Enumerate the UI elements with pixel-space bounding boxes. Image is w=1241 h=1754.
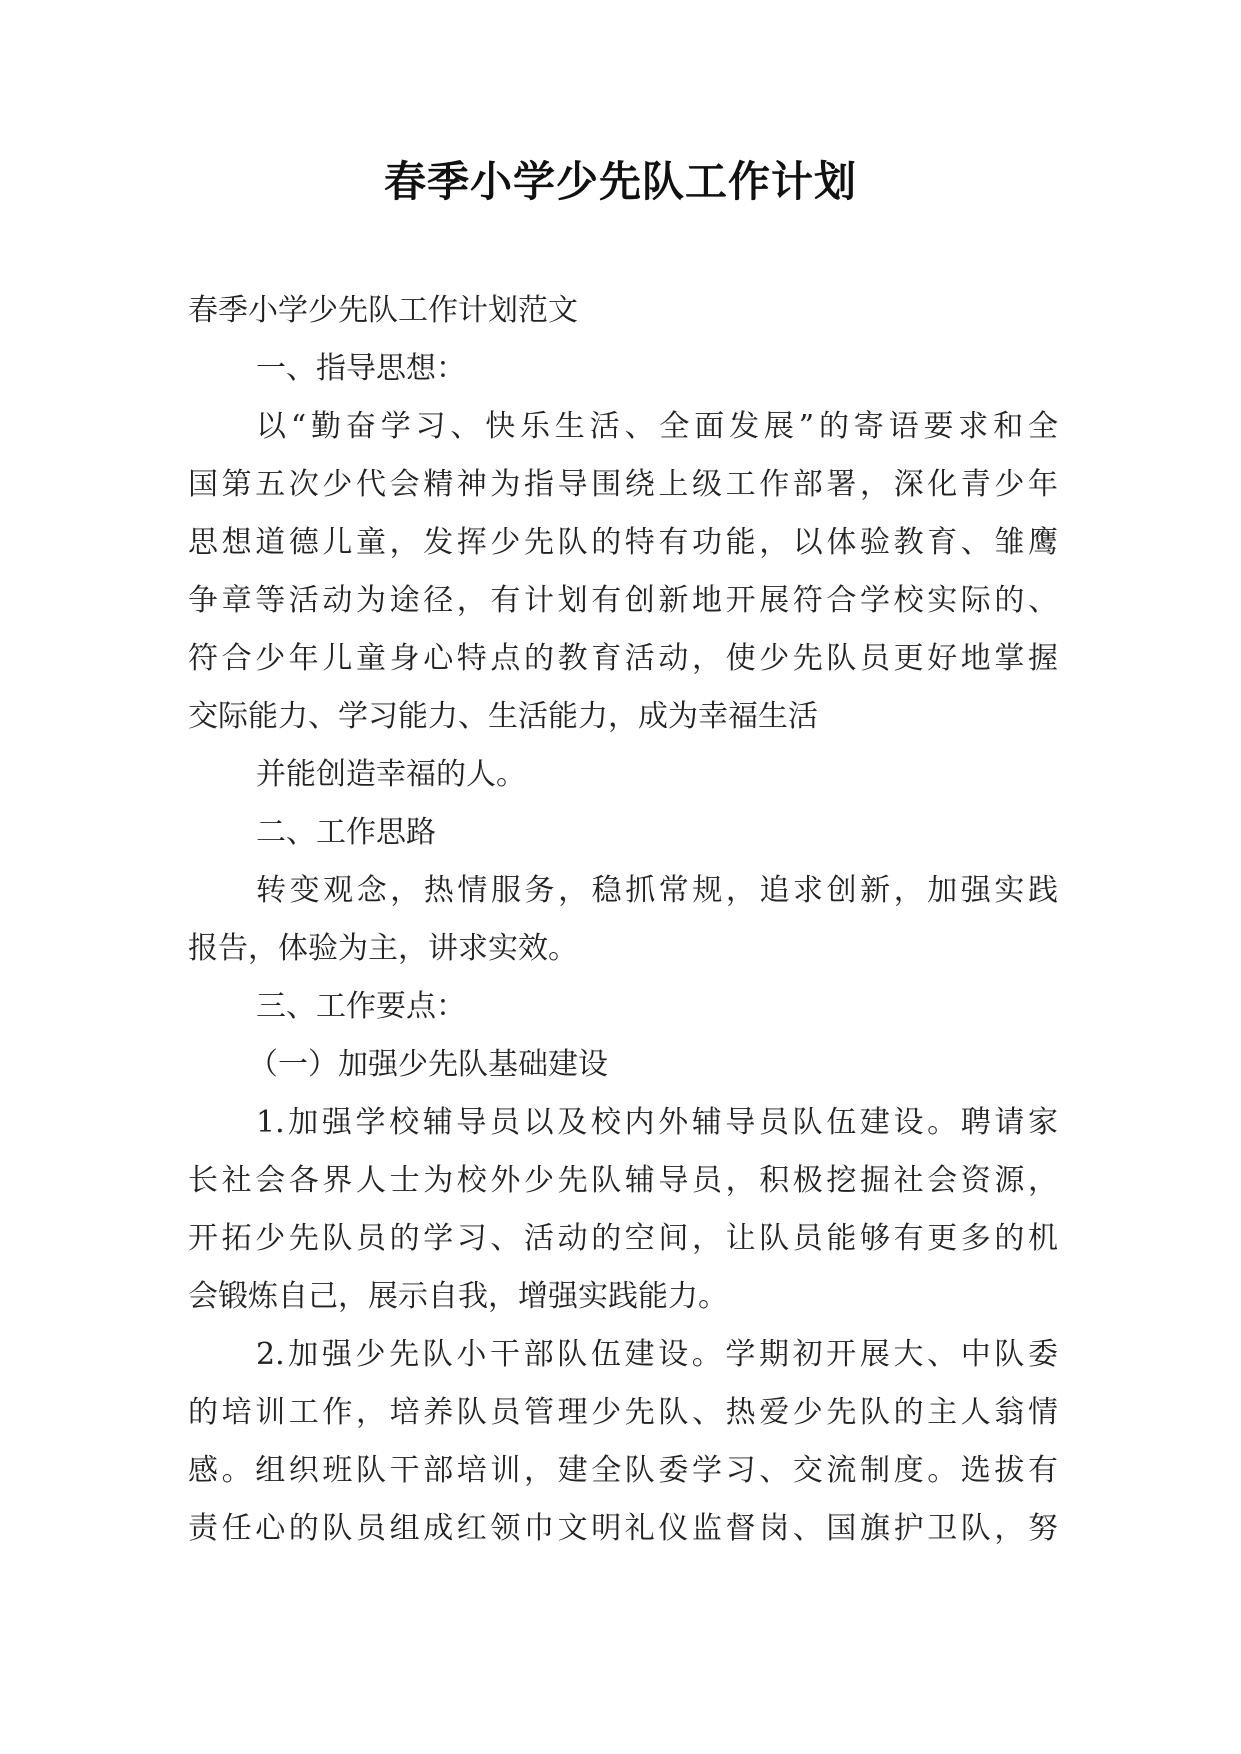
section-heading-work-points: 三、工作要点： (256, 989, 466, 1024)
paragraph-line: 争章等活动为途径，有计划有创新地开展符合学校实际的、 (188, 583, 1058, 618)
paragraph-line: 感。组织班队干部培训，建全队委学习、交流制度。选拔有 (188, 1453, 1058, 1488)
section-heading-guiding-ideology: 一、指导思想： (256, 351, 466, 386)
paragraph-line: 开拓少先队员的学习、活动的空间，让队员能够有更多的机 (188, 1221, 1058, 1256)
subtitle-line: 春季小学少先队工作计划范文 (188, 293, 578, 328)
paragraph-line: 符合少年儿童身心特点的教育活动，使少先队员更好地掌握 (188, 641, 1058, 676)
document-title: 春季小学少先队工作计划 (383, 157, 857, 206)
paragraph-line: 思想道德儿童，发挥少先队的特有功能，以体验教育、雏鹰 (188, 525, 1058, 560)
paragraph-line: 2.加强少先队小干部队伍建设。学期初开展大、中队委 (256, 1337, 1058, 1372)
paragraph-line: 国第五次少代会精神为指导围绕上级工作部署，深化青少年 (188, 467, 1058, 502)
paragraph-line: 以“勤奋学习、快乐生活、全面发展”的寄语要求和全 (256, 409, 1058, 444)
paragraph-line: 的培训工作，培养队员管理少先队、热爱少先队的主人翁情 (188, 1395, 1058, 1430)
document-body (188, 282, 1058, 1558)
section-heading-work-approach: 二、工作思路 (256, 815, 436, 850)
subsection-heading: （一）加强少先队基础建设 (248, 1047, 608, 1082)
paragraph-line: 会锻炼自己，展示自我，增强实践能力。 (188, 1279, 728, 1314)
paragraph-line: 责任心的队员组成红领巾文明礼仪监督岗、国旗护卫队，努 (188, 1511, 1058, 1546)
paragraph-line: 长社会各界人士为校外少先队辅导员，积极挖掘社会资源， (188, 1163, 1058, 1198)
paragraph-line: 交际能力、学习能力、生活能力，成为幸福生活 (188, 699, 818, 734)
paragraph-line: 并能创造幸福的人。 (256, 757, 526, 792)
paragraph-line: 1.加强学校辅导员以及校内外辅导员队伍建设。聘请家 (256, 1105, 1058, 1140)
paragraph-line: 转变观念，热情服务，稳抓常规，追求创新，加强实践 (256, 873, 1058, 908)
paragraph-line: 报告，体验为主，讲求实效。 (188, 931, 578, 966)
